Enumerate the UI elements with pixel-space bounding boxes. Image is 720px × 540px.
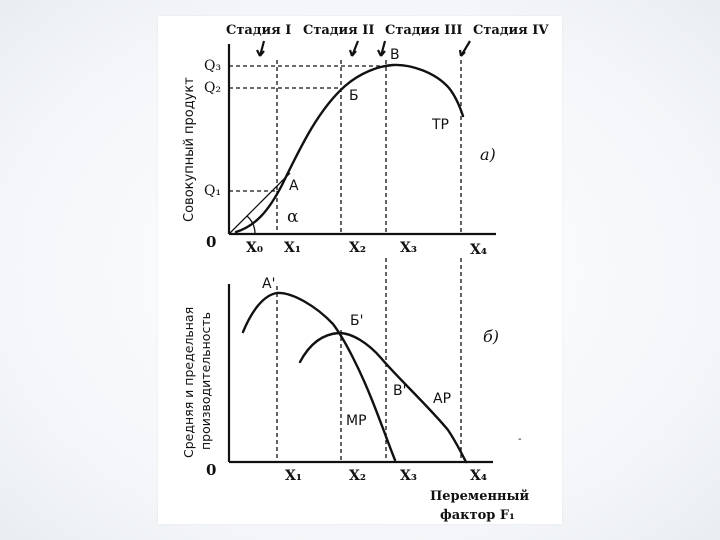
top-y-axis-label: Совокупный продукт [182,77,197,222]
stage-arrows [257,41,470,56]
bottom-y-axis-label-line2: производительность [198,312,213,450]
bottom-origin: 0 [206,461,217,479]
x-axis-caption-line2: фактор F₁ [440,508,515,523]
panel-a-label: а) [480,145,496,164]
ap-curve-label: AP [433,391,452,407]
mp-curve [243,293,395,460]
bottom-xtick-x1: X₁ [285,468,302,484]
mp-curve-label: MP [346,413,367,429]
point-a-prime-label: A' [262,276,276,292]
top-xtick-x1: X₁ [284,240,301,256]
bottom-xtick-x3: X₃ [400,468,417,484]
tangent-line [229,173,290,234]
stage-3-label: Стадия III [385,23,463,38]
x-axis-caption-line1: Переменный [430,489,530,504]
bottom-xtick-x4: X₄ [470,468,487,484]
stage-4-label: Стадия IV [473,23,549,38]
top-ytick-q2: Q₂ [204,80,222,96]
point-b-prime-label: Б' [350,313,364,329]
point-c-prime-label: B' [393,383,407,399]
bottom-guide-lines [277,258,461,462]
point-a-label: A [289,178,299,194]
point-b-label: Б [349,88,359,104]
tp-curve-label: TP [432,117,449,133]
top-ytick-q3: Q₃ [204,58,222,74]
top-origin: 0 [206,233,217,251]
stage-1-label: Стадия I [226,23,292,38]
top-ytick-q1: Q₁ [204,183,222,199]
point-c-label: B [390,47,400,63]
panel-b-label: б) [483,327,500,346]
top-xtick-x3: X₃ [400,240,417,256]
alpha-label: α [287,207,299,227]
top-xtick-x0: X₀ [246,240,263,256]
top-xtick-x2: X₂ [349,240,366,256]
bottom-xtick-x2: X₂ [349,468,366,484]
top-xtick-x4: X₄ [470,242,487,258]
stage-2-label: Стадия II [303,23,375,38]
bottom-y-axis-label-line1: Средняя и предельная [181,306,196,458]
stray-dash: - [518,434,522,445]
